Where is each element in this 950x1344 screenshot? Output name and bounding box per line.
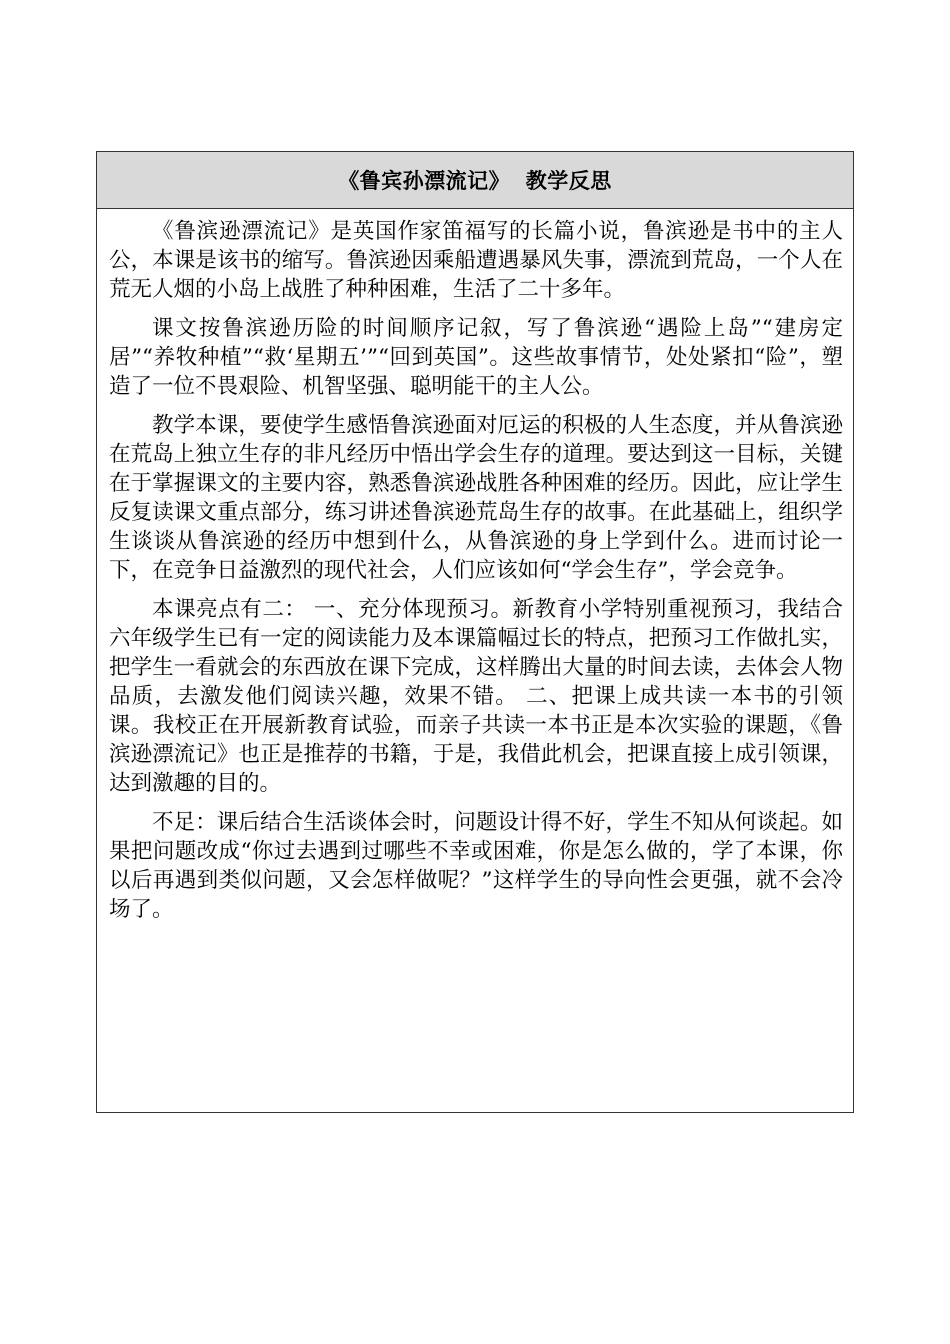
paragraph-highlights: 本课亮点有二： 一、充分体现预习。新教育小学特别重视预习，我结合六年级学生已有一定的阅读能力及本课篇幅过长的特点，把预习工作做扎实，把学生一看就会的东西放在课下完成，这样腾出大量的时间去读，去体会人物品质，去激发他们阅读兴趣，效果不错。 二、把课上成共读一本书的引领课。我校正在开展新教育试验，而亲子共读一本书正是本次实验的课题，《鲁滨逊漂流记》也正是推荐的书籍，于是，我借此机会，把课直接上成引领课，达到激趣的目的。 <box>109 597 843 796</box>
paragraph-story-structure: 课文按鲁滨逊历险的时间顺序记叙，写了鲁滨逊“遇险上岛”“建房定居”“养牧种植”“救‘星期五’”“回到英国”。这些故事情节，处处紧扣“险”，塑造了一位不畏艰险、机智坚强、聪明能干的主人公。 <box>109 316 843 399</box>
paragraph-introduction: 《鲁滨逊漂流记》是英国作家笛福写的长篇小说，鲁滨逊是书中的主人公，本课是该书的缩写。鲁滨逊因乘船遭遇暴风失事，漂流到荒岛，一个人在荒无人烟的小岛上战胜了种种困难，生活了二十多年。 <box>109 219 843 302</box>
table-body <box>97 209 853 924</box>
reflection-table <box>96 151 854 1113</box>
paragraph-teaching-goal: 教学本课，要使学生感悟鲁滨逊面对厄运的积极的人生态度，并从鲁滨逊在荒岛上独立生存的非凡经历中悟出学会生存的道理。要达到这一目标，关键在于掌握课文的主要内容，熟悉鲁滨逊战胜各种困难的经历。因此，应让学生反复读课文重点部分，练习讲述鲁滨逊荒岛生存的故事。在此基础上，组织学生谈谈从鲁滨逊的经历中想到什么，从鲁滨逊的身上学到什么。进而讨论一下，在竞争日益激烈的现代社会，人们应该如何“学会生存”，学会竞争。 <box>109 413 843 583</box>
document-title: 《鲁宾孙漂流记》 教学反思 <box>338 169 612 193</box>
paragraph-shortcomings: 不足：课后结合生活谈体会时，问题设计得不好，学生不知从何谈起。如果把问题改成“你过去遇到过哪些不幸或困难，你是怎么做的，学了本课，你以后再遇到类似问题，又会怎样做呢？”这样学生的导向性会更强，就不会冷场了。 <box>109 810 843 922</box>
table-header <box>97 152 853 209</box>
